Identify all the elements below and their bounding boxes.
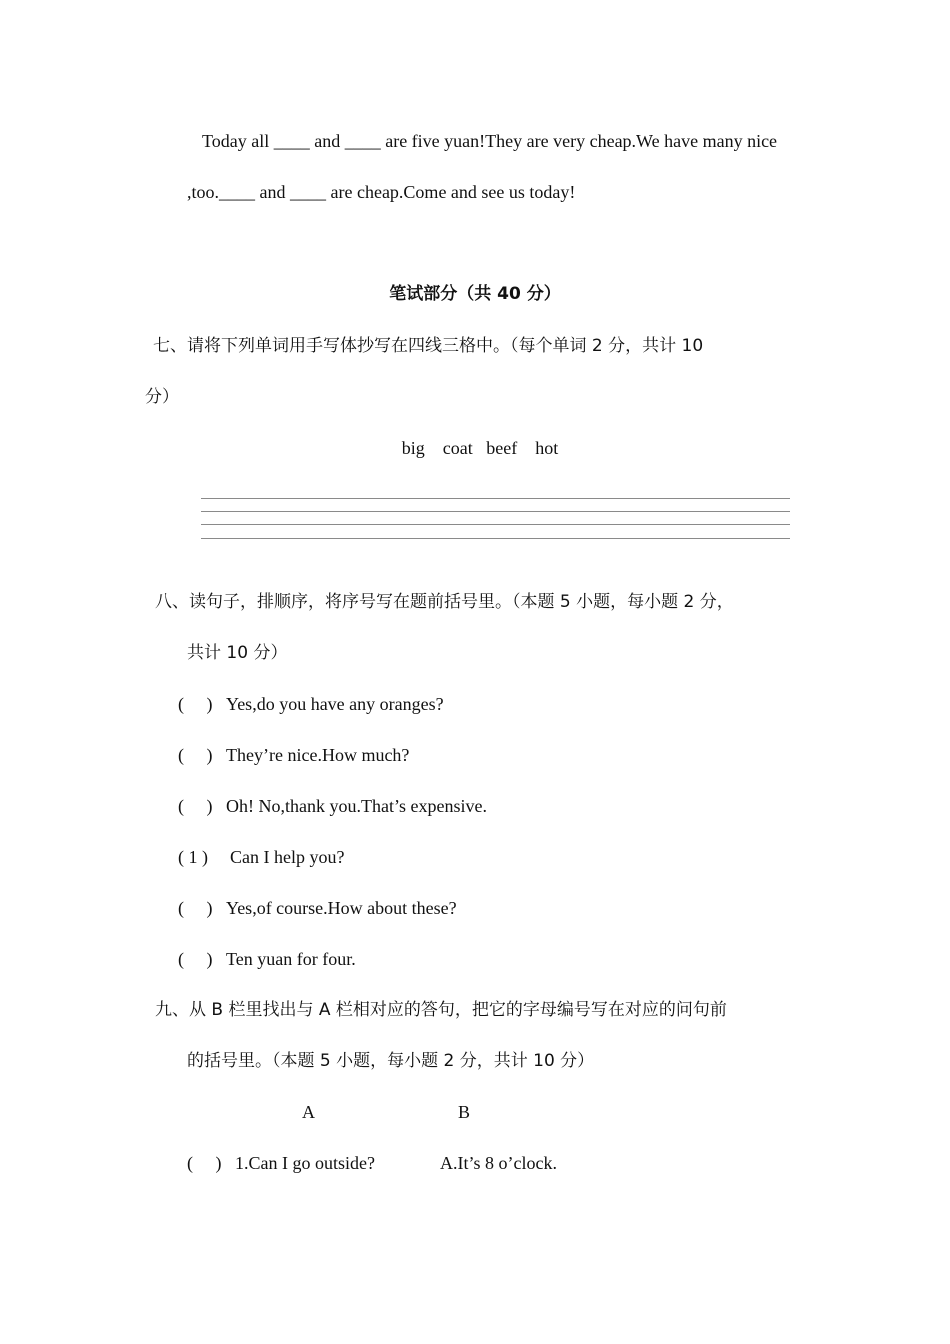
q8-heading-line-2: 共计 10 分） <box>187 643 288 663</box>
q8-item <box>178 947 356 971</box>
q9-row-1 <box>187 1151 375 1175</box>
q7-heading-line-1: 七、请将下列单词用手写体抄写在四线三格中。（每个单词 2 分，共计 10 <box>153 336 704 356</box>
q8-item <box>178 845 344 869</box>
q7-heading-line-2: 分） <box>145 387 179 407</box>
q8-item <box>178 896 457 920</box>
sentence: Oh! No,thank you.That’s expensive. <box>226 796 487 816</box>
sentence: They’re nice.How much? <box>226 745 410 765</box>
answer-option-a: A.It’s 8 o’clock. <box>440 1153 557 1173</box>
question: 1.Can I go outside? <box>235 1153 375 1173</box>
sentence: Can I help you? <box>230 847 345 867</box>
q7-words: big coat beef hot <box>401 438 559 458</box>
answer-paren[interactable]: ( ) <box>187 1153 222 1173</box>
q8-item <box>178 692 444 716</box>
answer-paren[interactable]: ( ) <box>178 949 213 969</box>
q9-heading-line-1: 九、从 B 栏里找出与 A 栏相对应的答句，把它的字母编号写在对应的问句前 <box>155 1000 727 1020</box>
grid-line-2 <box>201 511 790 512</box>
q8-heading-line-1: 八、读句子，排顺序，将序号写在题前括号里。（本题 5 小题，每小题 2 分， <box>155 592 734 612</box>
sentence: Yes,of course.How about these? <box>226 898 457 918</box>
section-title: 笔试部分（共 40 分） <box>389 284 561 304</box>
grid-line-3 <box>201 524 790 525</box>
answer-paren[interactable]: ( ) <box>178 745 213 765</box>
q9-heading-line-2: 的括号里。（本题 5 小题，每小题 2 分，共计 10 分） <box>187 1051 595 1071</box>
passage-line-1: Today all ____ and ____ are five yuan!They are very cheap.We have many nice <box>202 131 778 151</box>
sentence: Ten yuan for four. <box>226 949 356 969</box>
answer-paren[interactable]: ( ) <box>178 796 213 816</box>
column-b-label: B <box>458 1102 471 1122</box>
q8-item <box>178 794 487 818</box>
answer-paren[interactable]: ( ) <box>178 694 213 714</box>
answer-paren[interactable]: ( 1 ) <box>178 847 208 867</box>
sentence: Yes,do you have any oranges? <box>226 694 444 714</box>
grid-line-4 <box>201 538 790 539</box>
grid-line-1 <box>201 498 790 499</box>
column-a-label: A <box>302 1102 315 1122</box>
q8-item <box>178 743 409 767</box>
passage-line-2: ,too.____ and ____ are cheap.Come and see us today! <box>187 182 576 202</box>
answer-paren[interactable]: ( ) <box>178 898 213 918</box>
